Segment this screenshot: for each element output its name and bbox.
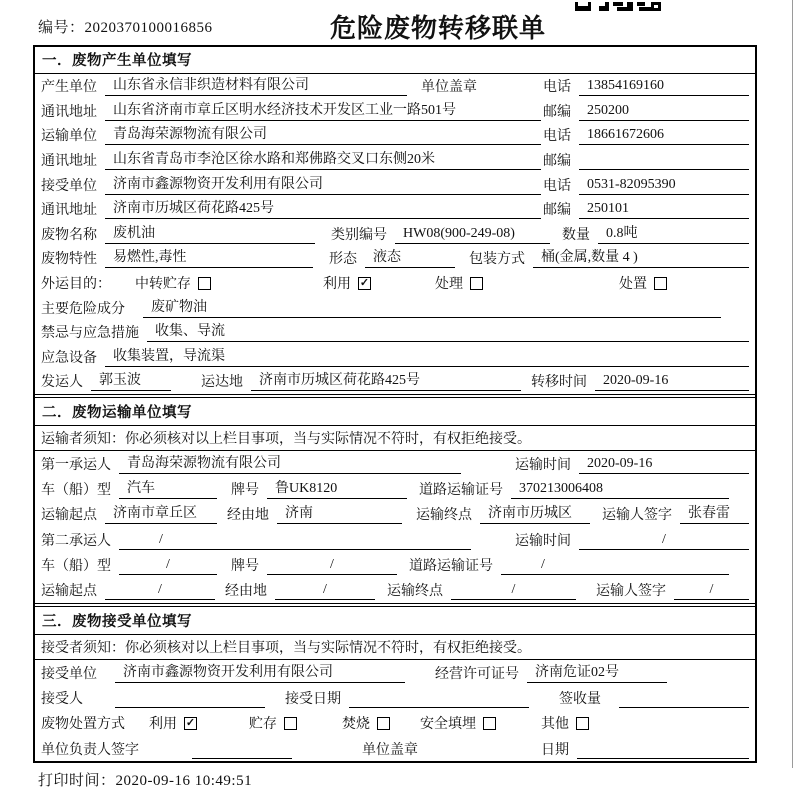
- checkbox-utilize-checked: ✓: [359, 276, 370, 289]
- purpose-dispose-label: 处置: [619, 277, 647, 293]
- waste-code-value: HW08(900-249-08): [395, 224, 550, 244]
- transport-time-label: 运输时间: [515, 457, 571, 473]
- zip-label: 邮编: [543, 203, 571, 219]
- route-via-label: 经由地: [225, 584, 267, 600]
- hazard-value: 废矿物油: [143, 298, 721, 318]
- accept-date-value: [349, 688, 529, 708]
- zip-label: 邮编: [543, 104, 571, 120]
- plate-label: 牌号: [231, 558, 259, 574]
- waste-form-label: 形态: [329, 252, 357, 268]
- transporter-phone-value: 18661672606: [579, 125, 749, 145]
- transporter-sign-value: 张春雷: [680, 504, 749, 524]
- disposal-option-utilize: [149, 713, 197, 733]
- serial-number: [38, 16, 213, 37]
- purpose-label: 外运目的：: [41, 277, 111, 293]
- address-label: 通讯地址: [41, 154, 97, 170]
- row-receiver: [35, 172, 755, 197]
- row-receiver-notice: [35, 635, 755, 660]
- road-license-value: 370213006408: [511, 479, 729, 499]
- row-second-carrier: [35, 527, 755, 552]
- receiver-zip-value: 250101: [579, 199, 749, 219]
- transfer-form-table: [33, 45, 757, 763]
- transporter-value: 青岛海荣源物流有限公司: [105, 125, 541, 145]
- section2-header: 二．废物运输单位填写: [35, 397, 755, 426]
- route-via-label: 经由地: [227, 508, 269, 524]
- section3-body: [35, 635, 755, 761]
- waste-name-label: 废物名称: [41, 227, 97, 243]
- route-start-label: 运输起点: [41, 508, 97, 524]
- row-transporter: [35, 123, 755, 148]
- acceptor-label: 接受人: [41, 692, 83, 708]
- taboo-value: 收集、导流: [147, 322, 749, 342]
- destination-label: 运达地: [201, 375, 243, 391]
- checkbox-disposal-landfill: [483, 717, 496, 730]
- address-label: 通讯地址: [41, 104, 97, 120]
- row-taboo-measures: [35, 320, 755, 345]
- first-carrier-value: 青岛海荣源物流有限公司: [119, 454, 461, 474]
- section2-body: [35, 426, 755, 604]
- checkbox-dispose: [654, 277, 667, 290]
- section3-header: 三．废物接受单位填写: [35, 606, 755, 635]
- section1-header: 一．废物产生单位填写: [35, 47, 755, 74]
- page-title: 危险废物转移联单: [330, 14, 547, 43]
- producer-address-value: 山东省济南市章丘区明水经济技术开发区工业一路501号: [105, 101, 541, 121]
- section1-body: [35, 74, 755, 395]
- transport-time-label: 运输时间: [515, 533, 571, 549]
- disposal-option-storage: [249, 713, 297, 733]
- row-transporter-address: [35, 148, 755, 173]
- producer-seal-label: 单位盖章: [421, 80, 477, 96]
- disposal-option-other: [541, 713, 589, 733]
- transporter-sign-label: 运输人签字: [602, 508, 672, 524]
- waste-character-label: 废物特性: [41, 252, 97, 268]
- receiver-address-value: 济南市历城区荷花路425号: [105, 199, 541, 219]
- road-license-value-2: /: [501, 555, 729, 575]
- transporter-notice-text: 运输者须知：你必须核对以上栏目事项，当与实际情况不符时，有权拒绝接受。: [41, 431, 531, 447]
- first-carrier-time-group: [515, 454, 749, 474]
- disposal-utilize-label: 利用: [149, 717, 177, 733]
- dispatcher-value: 郭玉波: [91, 371, 171, 391]
- producer-phone-group: [543, 76, 749, 96]
- page-edge-divider: [792, 0, 793, 768]
- equipment-label: 应急设备: [41, 350, 97, 366]
- second-carrier-label: 第二承运人: [41, 533, 111, 549]
- producer-zip-group: [543, 101, 749, 121]
- document-header: [0, 0, 796, 45]
- transporter-sign-label: 运输人签字: [596, 584, 666, 600]
- row-disposal-method: [35, 711, 755, 736]
- transporter-phone-group: [543, 125, 749, 145]
- waste-name-value: 废机油: [105, 224, 315, 244]
- transporter-label: 运输单位: [41, 129, 97, 145]
- purpose-option-storage: [135, 273, 211, 293]
- disposal-option-landfill: [420, 713, 496, 733]
- checkbox-storage: [198, 277, 211, 290]
- plate-value: 鲁UK8120: [267, 479, 407, 499]
- acceptor-value: [115, 688, 265, 708]
- row-waste-name: [35, 222, 755, 247]
- date-label: 日期: [541, 742, 569, 758]
- row-first-carrier: [35, 451, 755, 476]
- producer-phone-value: 13854169160: [579, 76, 749, 96]
- second-carrier-value: /: [119, 530, 471, 550]
- row-vehicle-1: [35, 476, 755, 501]
- checkbox-disposal-incinerate: [377, 717, 390, 730]
- route-start-value: 济南市章丘区: [105, 504, 217, 524]
- route-start-value-2: /: [105, 580, 215, 600]
- transporter-sign-value-2: /: [674, 580, 749, 600]
- row-accept-unit: [35, 660, 755, 685]
- date-value: [577, 739, 749, 759]
- print-time: [38, 769, 796, 790]
- producer-label: 产生单位: [41, 80, 97, 96]
- first-carrier-label: 第一承运人: [41, 457, 111, 473]
- waste-pack-value: 桶(金属,数量 4 ): [533, 248, 749, 268]
- row-transfer-purpose: [35, 271, 755, 296]
- route-end-label: 运输终点: [387, 584, 443, 600]
- row-producer-address: [35, 99, 755, 124]
- checkbox-disposal-utilize-checked: ✓: [185, 716, 196, 729]
- row-waste-character: [35, 246, 755, 271]
- equipment-value: 收集装置，导流渠: [105, 347, 749, 367]
- row-acceptor: [35, 685, 755, 710]
- transfer-time-label: 转移时间: [531, 375, 587, 391]
- second-carrier-time-group: [515, 530, 749, 550]
- permit-label: 经营许可证号: [435, 666, 519, 682]
- receiver-zip-group: [543, 199, 749, 219]
- disposal-landfill-label: 安全填埋: [420, 717, 476, 733]
- vehicle-type-value: 汽车: [119, 479, 217, 499]
- row-responsible-sign: [35, 736, 755, 761]
- row-route-1: [35, 502, 755, 527]
- destination-value: 济南市历城区荷花路425号: [251, 371, 521, 391]
- qr-code-icon: [575, 0, 661, 16]
- row-receiver-address: [35, 197, 755, 222]
- row-transporter-notice: [35, 426, 755, 451]
- purpose-treat-label: 处理: [435, 277, 463, 293]
- hazard-label: 主要危险成分: [41, 301, 125, 317]
- purpose-utilize-label: 利用: [323, 277, 351, 293]
- checkbox-disposal-storage: [284, 717, 297, 730]
- purpose-option-dispose: [619, 273, 667, 293]
- waste-qty-value: 0.8吨: [598, 224, 749, 244]
- unit-seal-label: 单位盖章: [362, 742, 418, 758]
- vehicle-type-value-2: /: [119, 555, 217, 575]
- receiver-notice-text: 接受者须知：你必须核对以上栏目事项，当与实际情况不符时，有权拒绝接受。: [41, 640, 531, 656]
- waste-pack-label: 包装方式: [469, 252, 525, 268]
- first-carrier-time-value: 2020-09-16: [579, 454, 749, 474]
- waste-qty-label: 数量: [562, 227, 590, 243]
- route-end-label: 运输终点: [416, 508, 472, 524]
- route-via-value-2: /: [275, 580, 375, 600]
- receiver-value: 济南市鑫源物资开发利用有限公司: [105, 175, 541, 195]
- waste-character-value: 易燃性,毒性: [105, 248, 313, 268]
- route-end-value-2: /: [451, 580, 576, 600]
- second-carrier-time-value: /: [579, 530, 749, 550]
- purpose-option-treat: [435, 273, 483, 293]
- dispatcher-label: 发运人: [41, 375, 83, 391]
- road-license-label: 道路运输证号: [419, 482, 503, 498]
- print-time-label: 打印时间：: [38, 773, 116, 790]
- disposal-other-label: 其他: [541, 717, 569, 733]
- print-time-value: 2020-09-16 10:49:51: [115, 773, 253, 790]
- vehicle-type-label: 车（船）型: [41, 558, 111, 574]
- signed-qty-value: [619, 688, 749, 708]
- row-hazard-component: [35, 295, 755, 320]
- checkbox-disposal-other: [576, 717, 589, 730]
- transporter-zip-value: [579, 150, 749, 170]
- road-license-label: 道路运输证号: [409, 558, 493, 574]
- accept-unit-value: 济南市鑫源物资开发利用有限公司: [115, 663, 405, 683]
- receiver-phone-value: 0531-82095390: [579, 175, 749, 195]
- waste-code-label: 类别编号: [331, 227, 387, 243]
- address-label: 通讯地址: [41, 203, 97, 219]
- disposal-incinerate-label: 焚烧: [342, 717, 370, 733]
- phone-label: 电话: [543, 80, 571, 96]
- serial-label: 编号：: [38, 20, 85, 36]
- taboo-label: 禁忌与应急措施: [41, 326, 139, 342]
- purpose-option-utilize: [323, 273, 371, 293]
- row-producer: [35, 74, 755, 99]
- row-emergency-equipment: [35, 345, 755, 370]
- vehicle-type-label: 车（船）型: [41, 482, 111, 498]
- signed-qty-label: 签收量: [559, 692, 601, 708]
- receiver-label: 接受单位: [41, 178, 97, 194]
- producer-zip-value: 250200: [579, 101, 749, 121]
- phone-label: 电话: [543, 178, 571, 194]
- purpose-storage-label: 中转贮存: [135, 277, 191, 293]
- disposal-storage-label: 贮存: [249, 717, 277, 733]
- transporter-address-value: 山东省青岛市李沧区徐水路和郑佛路交叉口东侧20米: [105, 150, 541, 170]
- row-vehicle-2: [35, 552, 755, 577]
- receiver-phone-group: [543, 175, 749, 195]
- phone-label: 电话: [543, 129, 571, 145]
- disposal-label: 废物处置方式: [41, 717, 125, 733]
- responsible-sign-value: [192, 739, 292, 759]
- serial-value: 2020370100016856: [84, 20, 213, 36]
- row-dispatcher: [35, 369, 755, 394]
- plate-value-2: /: [267, 555, 397, 575]
- producer-value: 山东省永信非织造材料有限公司: [105, 76, 407, 96]
- transfer-time-value: 2020-09-16: [595, 371, 749, 391]
- route-via-value: 济南: [277, 504, 402, 524]
- route-end-value: 济南市历城区: [480, 504, 590, 524]
- waste-form-value: 液态: [365, 248, 455, 268]
- row-route-2: [35, 578, 755, 603]
- accept-unit-label: 接受单位: [41, 666, 97, 682]
- accept-date-label: 接受日期: [285, 692, 341, 708]
- permit-value: 济南危证02号: [527, 663, 667, 683]
- plate-label: 牌号: [231, 482, 259, 498]
- disposal-option-incinerate: [342, 713, 390, 733]
- checkbox-treat: [470, 277, 483, 290]
- transporter-zip-group: [543, 150, 749, 170]
- route-start-label: 运输起点: [41, 584, 97, 600]
- zip-label: 邮编: [543, 154, 571, 170]
- responsible-sign-label: 单位负责人签字: [41, 742, 139, 758]
